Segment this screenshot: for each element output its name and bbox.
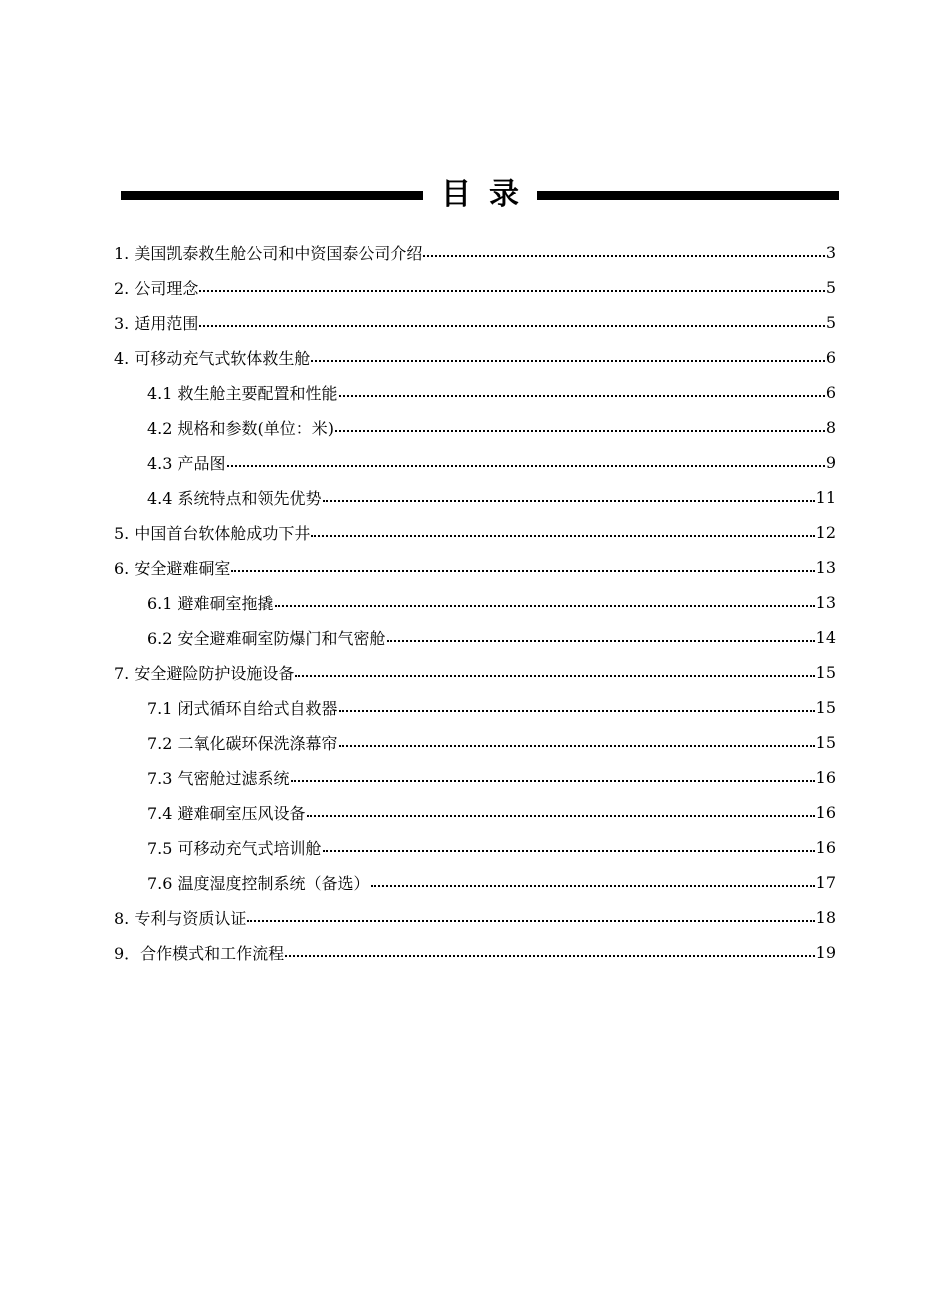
toc-entry-page-number: 16 [815, 803, 836, 822]
toc-entry[interactable] [114, 550, 836, 585]
toc-entry-page-number: 18 [815, 908, 836, 927]
toc-entry[interactable] [114, 340, 836, 375]
toc-entry-page-number: 13 [815, 593, 836, 612]
toc-entry-page-number: 15 [815, 698, 836, 717]
toc-entry-page-number: 16 [815, 768, 836, 787]
toc-entry-page-number: 16 [815, 838, 836, 857]
toc-heading [121, 170, 839, 220]
toc-entry[interactable] [114, 515, 836, 550]
toc-dot-leader [227, 465, 825, 467]
toc-dot-leader [339, 395, 825, 397]
toc-entry-label: 4.3 产品图 [147, 454, 226, 473]
toc-dot-leader [323, 850, 815, 852]
toc-dot-leader [285, 955, 814, 957]
toc-dot-leader [199, 290, 824, 292]
toc-entry-label: 8. 专利与资质认证 [114, 909, 247, 928]
toc-entry[interactable] [114, 305, 836, 340]
toc-entry-label: 6. 安全避难硐室 [114, 559, 231, 578]
table-of-contents [114, 235, 836, 970]
toc-entry-label: 5. 中国首台软体舱成功下井 [114, 524, 311, 543]
toc-entry-label: 7. 安全避险防护设施设备 [114, 664, 295, 683]
toc-entry[interactable] [114, 900, 836, 935]
toc-dot-leader [291, 780, 815, 782]
toc-dot-leader [371, 885, 815, 887]
toc-entry[interactable] [114, 935, 836, 970]
toc-entry-page-number: 17 [815, 873, 836, 892]
toc-dot-leader [339, 745, 815, 747]
toc-entry-label: 6.2 安全避难硐室防爆门和气密舱 [147, 629, 386, 648]
toc-dot-leader [275, 605, 815, 607]
toc-entry[interactable] [114, 235, 836, 270]
toc-entry-page-number: 13 [815, 558, 836, 577]
toc-entry-page-number: 15 [815, 663, 836, 682]
toc-entry[interactable] [114, 760, 836, 795]
toc-entry[interactable] [114, 830, 836, 865]
toc-entry[interactable] [114, 270, 836, 305]
toc-entry-page-number: 5 [825, 313, 836, 332]
toc-entry-label: 2. 公司理念 [114, 279, 199, 298]
toc-entry-label: 4. 可移动充气式软体救生舱 [114, 349, 311, 368]
toc-entry-page-number: 12 [815, 523, 836, 542]
title-rule-right [537, 191, 839, 200]
toc-entry-label: 4.1 救生舱主要配置和性能 [147, 384, 338, 403]
toc-entry-page-number: 6 [825, 348, 836, 367]
title-rule-left [121, 191, 423, 200]
toc-dot-leader [387, 640, 815, 642]
toc-entry[interactable] [114, 445, 836, 480]
toc-entry[interactable] [114, 795, 836, 830]
toc-entry[interactable] [114, 865, 836, 900]
toc-entry-label: 7.4 避难硐室压风设备 [147, 804, 306, 823]
toc-entry-label: 7.1 闭式循环自给式自救器 [147, 699, 338, 718]
toc-entry[interactable] [114, 410, 836, 445]
toc-entry-label: 4.2 规格和参数(单位：米) [147, 419, 335, 438]
toc-entry[interactable] [114, 690, 836, 725]
toc-dot-leader [311, 535, 814, 537]
toc-entry-label: 7.6 温度湿度控制系统（备选） [147, 874, 370, 893]
toc-entry[interactable] [114, 480, 836, 515]
toc-entry-label: 6.1 避难硐室拖撬 [147, 594, 274, 613]
toc-dot-leader [311, 360, 824, 362]
toc-entry-label: 1. 美国凯泰救生舱公司和中资国泰公司介绍 [114, 244, 423, 263]
toc-dot-leader [247, 920, 814, 922]
toc-entry-label: 7.3 气密舱过滤系统 [147, 769, 290, 788]
toc-dot-leader [423, 255, 824, 257]
toc-dot-leader [335, 430, 825, 432]
toc-entry-page-number: 9 [825, 453, 836, 472]
toc-entry[interactable] [114, 375, 836, 410]
toc-dot-leader [231, 570, 814, 572]
toc-entry-label: 3. 适用范围 [114, 314, 199, 333]
toc-entry-label: 7.5 可移动充气式培训舱 [147, 839, 322, 858]
toc-entry-label: 4.4 系统特点和领先优势 [147, 489, 322, 508]
toc-entry-label: 7.2 二氧化碳环保洗涤幕帘 [147, 734, 338, 753]
toc-dot-leader [295, 675, 814, 677]
page-title: 目录 [441, 177, 537, 212]
toc-dot-leader [199, 325, 824, 327]
toc-dot-leader [339, 710, 815, 712]
toc-entry-page-number: 6 [825, 383, 836, 402]
toc-dot-leader [307, 815, 815, 817]
toc-entry-page-number: 8 [825, 418, 836, 437]
toc-entry-page-number: 15 [815, 733, 836, 752]
toc-entry-page-number: 11 [815, 488, 836, 507]
toc-entry[interactable] [114, 725, 836, 760]
toc-entry-page-number: 5 [825, 278, 836, 297]
toc-dot-leader [323, 500, 815, 502]
toc-entry-page-number: 3 [825, 243, 836, 262]
toc-entry-label: 9．合作模式和工作流程 [114, 944, 285, 963]
toc-entry[interactable] [114, 620, 836, 655]
toc-entry-page-number: 19 [815, 943, 836, 962]
toc-entry[interactable] [114, 585, 836, 620]
toc-entry[interactable] [114, 655, 836, 690]
toc-entry-page-number: 14 [815, 628, 836, 647]
